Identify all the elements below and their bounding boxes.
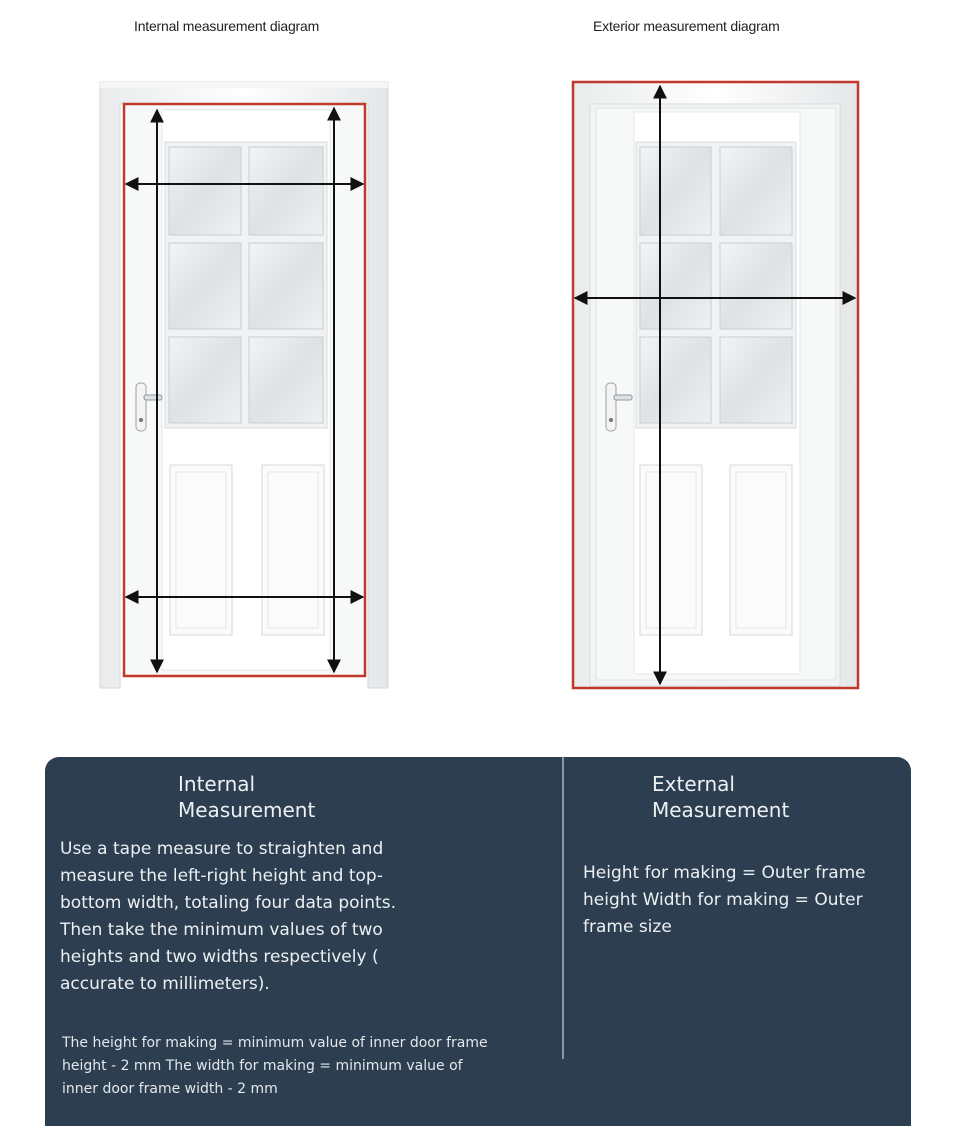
internal-heading: Internal Measurement [178, 772, 316, 822]
internal-diagram-title: Internal measurement diagram [134, 18, 320, 34]
exterior-door [573, 82, 858, 688]
external-instructions: Height for making = Outer frame height Width for making = Outer frame size [583, 863, 866, 937]
panel-divider [562, 757, 564, 1059]
internal-door [100, 82, 388, 688]
external-heading: External Measurement [652, 772, 790, 822]
instructions-panel [45, 757, 911, 1126]
internal-formula: The height for making = minimum value of inner door frame height - 2 mm The width for making = minimum value of inner door frame width - 2 mm [62, 1035, 488, 1097]
internal-instructions: Use a tape measure to straighten and measure the left-right height and top-bottom width, totaling four data points. Then take the minimum values of two heights and two widths respectively ( accurate to millimeters). [60, 839, 396, 994]
exterior-diagram-title: Exterior measurement diagram [593, 18, 780, 34]
